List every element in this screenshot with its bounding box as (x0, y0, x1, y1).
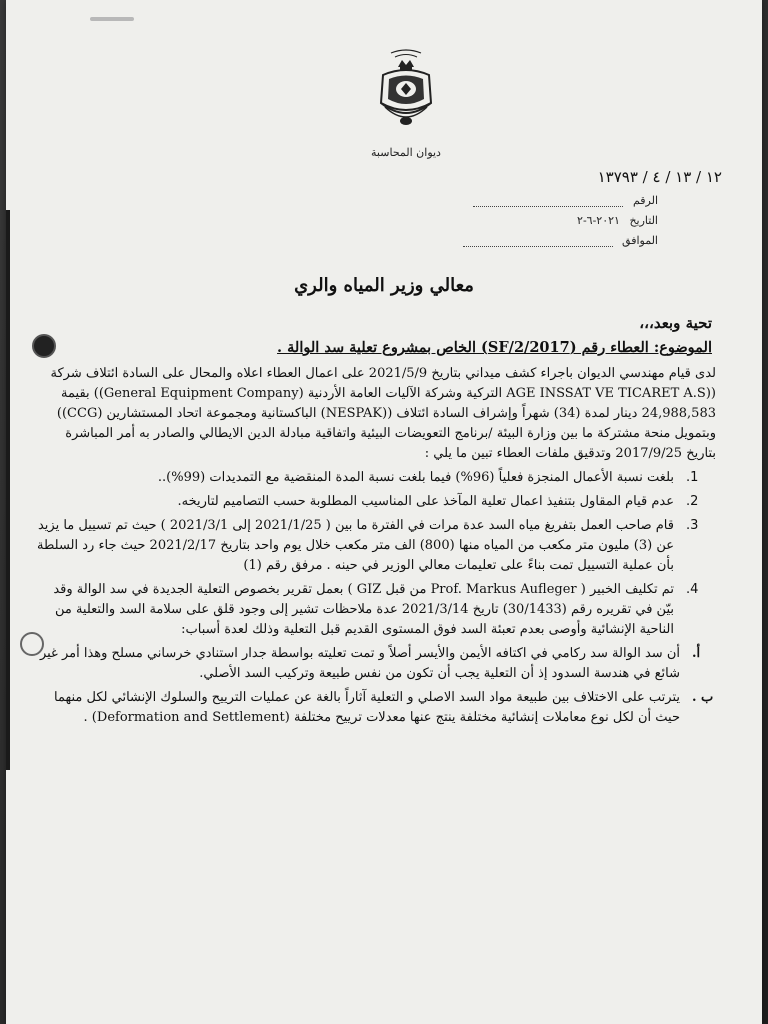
meta-date-value: ٢٠٢١-٦-٢ (577, 214, 620, 227)
sub-item-number: ب . (692, 690, 714, 705)
sub-item-number: أ. (692, 646, 701, 661)
meta-dots (463, 236, 613, 247)
letter-body (34, 364, 716, 732)
list-item (34, 492, 716, 512)
sub-item-text: يترتب على الاختلاف بين طبيعة مواد السد الاصلي و التعلية آثاراً بالغة عن عمليات الترييح والسلوك الإنشائي لكل منهما حيث أن لكل نوع معاملات إنشائية مختلفة ينتج عنها معدلات ترييح مختلفة (Deformation and Settlement) . (54, 690, 680, 725)
meta-label: التاريخ (629, 214, 658, 227)
item-number: 3. (686, 518, 699, 533)
sub-list-item (34, 644, 716, 684)
staple-mark (90, 17, 134, 21)
reference-number: ١٢ / ١٣ / ٤ / ١٣٧٩٣ (597, 168, 722, 186)
item-number: 2. (686, 494, 699, 509)
intro-paragraph: لدى قيام مهندسي الديوان باجراء كشف ميداني بتاريخ 2021/5/9 على اعمال العطاء اعلاه والمحال على السادة ائتلاف شركة ((AGE INSSAT VE TICARET A.S التركية وشركة الآليات العامة الأردنية (General Equipment Company)) بقيمة 24,988,583 دينار لمدة (34) شهراً وإشراف السادة ائتلاف ((NESPAK) الباكستانية ومجموعة اتحاد المستشارين (CCG)) وبتمويل منحة مشتركة ما بين وزارة البيئة /برنامج التعويضات البيئية واتفاقية مبادلة الدين الايطالي والصادر به أمر المباشرة بتاريخ 2017/9/25 وتدقيق ملفات العطاء تبين ما يلي : (50, 366, 716, 461)
item-number: 4. (686, 582, 699, 597)
list-item (34, 516, 716, 576)
letter-page (6, 0, 762, 1024)
meta-number-row (473, 194, 658, 207)
meta-label: الرقم (632, 194, 658, 207)
greeting: تحية وبعد،،، (639, 314, 712, 332)
subject-line (96, 339, 712, 356)
addressee: معالي وزير المياه والري (294, 275, 474, 296)
punch-hole (32, 334, 56, 358)
subject-text: الموضوع: العطاء رقم (SF/2/2017) الخاص بمشروع تعلية سد الوالة . (277, 339, 712, 356)
meta-dots (473, 196, 623, 207)
meta-date-row (577, 214, 658, 227)
department-name: ديوان المحاسبة (371, 146, 441, 159)
item-text: بلغت نسبة الأعمال المنجزة فعلياً (96%) فيما بلغت نسبة المدة المنقضية مع التمديدات (99%).. (157, 470, 674, 485)
item-text: عدم قيام المقاول بتنفيذ اعمال تعلية المآخذ على المناسيب المطلوبة حسب التصاميم لتاريخه. (177, 494, 674, 509)
list-item (34, 580, 716, 640)
item-text: تم تكليف الخبير ( Prof. Markus Aufleger من قبل GIZ ) بعمل تقرير بخصوص التعلية الجديدة في سد الوالة وقد بيّن في تقريره رقم (30/1433) تاريخ 2021/3/14 عدة ملاحظات تشير إلى وجود قلق على سلامة السد والتعلية من الناحية الإنشائية وأوصى بعدم تعبئة السد فوق المستوى القديم قبل التعلية وذلك لعدة أسباب: (53, 582, 674, 637)
item-number: 1. (686, 470, 699, 485)
sub-item-text: أن سد الوالة سد ركامي في اكتافه الأيمن والأيسر أصلاً و تمت تعليته بواسطة جدار استنادي خرساني مسلح وهذا أمر غير شائع في هندسة السدود إذ أن التعلية يجب أن تكون من نفس طبيعة وتركيب السد الأصلي. (39, 646, 680, 681)
list-item (34, 468, 716, 488)
meta-label: الموافق (622, 234, 658, 247)
sub-list-item (34, 688, 716, 728)
item-text: قام صاحب العمل بتفريغ مياه السد عدة مرات في الفترة ما بين ( 2021/1/25 إلى 2021/3/1 ) حيث تم تسييل ما يزيد عن (3) مليون متر مكعب من المياه منها (800) الف متر مكعب خلال يوم واحد بتاريخ 2021/2/17 حيث جاء رد السلطة بأن عملية التسييل تمت بناءً على تعليمات معالي الوزير في حينه . مرفق رقم (1) (37, 518, 674, 573)
meta-hijri-row (463, 234, 658, 247)
